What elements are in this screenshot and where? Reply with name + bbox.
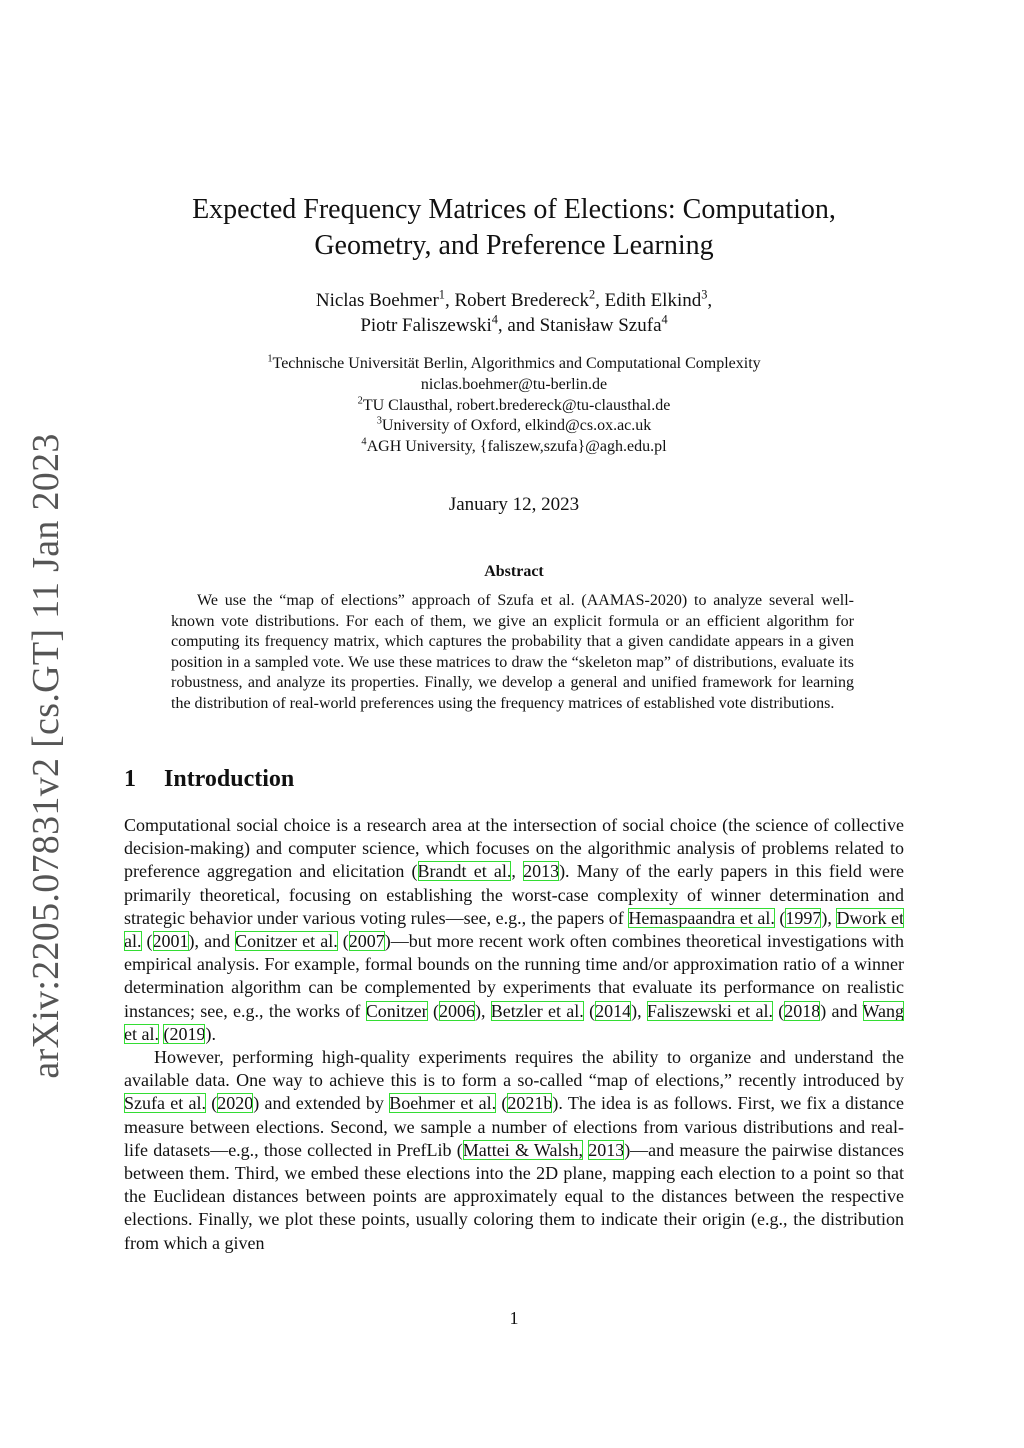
paper-title	[124, 192, 904, 264]
citation-link[interactable]: Hemaspaandra et al.	[628, 907, 775, 928]
affil-text: TU Clausthal, robert.bredereck@tu-clausthal.de	[362, 396, 671, 414]
affil-text: University of Oxford, elkind@cs.ox.ac.uk	[381, 417, 652, 435]
citation-link[interactable]: 2007	[348, 931, 385, 952]
abstract-heading: Abstract	[484, 563, 544, 580]
body-text: ,	[511, 861, 524, 882]
affiliation-4	[124, 437, 904, 458]
affil-mark: 3	[376, 416, 382, 428]
citation-link[interactable]: 2021b	[507, 1093, 553, 1114]
citation-link[interactable]: Boehmer et al.	[389, 1093, 497, 1114]
paragraph-1	[124, 814, 904, 1046]
section-number: 1	[124, 766, 136, 792]
body-text: ). The idea is as follows. First, we fix a distance measure between elections. Second, we sample a number of elections from various distributions and real-life datasets—e.g., those collected in PrefLib (	[124, 1093, 905, 1160]
section-heading-introduction	[124, 766, 294, 793]
citation-link[interactable]: Conitzer et al.	[235, 931, 338, 952]
abstract-text: We use the “map of elections” approach of Szufa et al. (AAMAS-2020) to analyze several well-known vote distributions. For each of them, we give an explicit formula or an efficient algorithm for computing its frequency matrix, which captures the probability that a given candidate appears in a given position in a sampled vote. We use these matrices to draw the “skeleton map” of distributions, evaluate its robustness, and analyze its properties. Finally, we develop a general and unified framework for learning the distribution of real-world preferences using the frequency matrices of established vote distributions.	[171, 592, 854, 712]
citation-link[interactable]: 2020	[217, 1093, 254, 1114]
citation-link[interactable]: 2018	[784, 1000, 821, 1021]
body-text: ). Many of the early papers in this field were primarily theoretical, focusing on establishing the worst-case complexity of winner determination and strategic behavior under various voting rules—see, e.g., the papers of	[124, 861, 905, 928]
body-text: Computational social choice is a research area at the intersection of social choice (the science of collective decision-making) and computer science, which focuses on the algorithmic analysis of problems related to preference aggregation and elicitation (	[124, 815, 904, 882]
title-line-2: Geometry, and Preference Learning	[314, 230, 714, 261]
author-list	[124, 288, 904, 338]
arxiv-identifier: arXiv:2205.07831v2 [cs.GT] 11 Jan 2023	[25, 433, 67, 1079]
body-text: (	[774, 907, 786, 928]
title-line-1: Expected Frequency Matrices of Elections: Computation,	[192, 194, 836, 225]
paragraph-2	[124, 1046, 904, 1255]
body-text: ), and	[188, 931, 236, 952]
citation-link[interactable]: Dwork et al.	[124, 907, 905, 952]
affiliation-2	[124, 396, 904, 417]
author-affil-mark: 1	[438, 287, 445, 302]
author-name: , and Stanisław Szufa	[497, 315, 662, 336]
body-text: ).	[205, 1023, 216, 1044]
author-name: , Robert Bredereck	[444, 290, 589, 311]
body-text: (	[583, 1000, 596, 1021]
body-text: )—and measure the pairwise distances between them. Third, we embed these elections into the 2D plane, mapping each election to a point so that the Euclidean distances between points are approximately equal to the distances between the respective elections. Finally, we plot these points, usually coloring them to indicate their origin (e.g., the distribution from which a given	[124, 1139, 905, 1253]
citation-link[interactable]: Wang et al.	[124, 1000, 905, 1044]
citation-link[interactable]: 2006	[438, 1000, 475, 1021]
body-text: (	[141, 931, 153, 952]
body-text: (	[427, 1000, 439, 1021]
introduction-body	[124, 814, 904, 1255]
affiliation-3	[124, 416, 904, 437]
citation-link[interactable]: Betzler et al.	[490, 1000, 584, 1021]
citation-link[interactable]: Mattei & Walsh,	[462, 1139, 583, 1160]
body-text: (	[496, 1093, 508, 1114]
body-text: ),	[631, 1000, 647, 1021]
affiliation-1	[124, 354, 904, 375]
author-affil-mark: 3	[701, 287, 708, 302]
author-name: Piotr Faliszewski	[360, 315, 492, 336]
citation-link[interactable]: 2013	[588, 1139, 625, 1160]
citation-link[interactable]: Brandt et al.	[417, 861, 512, 882]
affil-text: Technische Universität Berlin, Algorithmics and Computational Complexity	[272, 355, 761, 372]
page-number: 1	[509, 1308, 519, 1328]
author-affil-mark: 4	[661, 312, 668, 327]
affil-text: AGH University, {faliszew,szufa}@agh.edu.pl	[366, 438, 667, 456]
affil-mark: 1	[267, 353, 273, 365]
arxiv-sidebar	[24, 433, 68, 1079]
citation-link[interactable]: 2013	[523, 861, 560, 882]
author-name: Niclas Boehmer	[315, 290, 439, 311]
body-text: ) and extended by	[253, 1093, 390, 1114]
author-affil-mark: 2	[588, 287, 596, 302]
citation-link[interactable]: 2014	[595, 1000, 632, 1021]
citation-link[interactable]: Szufa et al.	[124, 1093, 206, 1114]
citation-link[interactable]: Faliszewski et al.	[646, 1000, 773, 1021]
author-affil-mark: 4	[491, 312, 498, 327]
author-name: , Edith Elkind	[595, 290, 702, 311]
author-separator: ,	[707, 290, 713, 311]
body-text: However, performing high-quality experiments requires the ability to organize and understand the available data. One way to achieve this is to form a so-called “map of elections,” recently introduced by	[124, 1047, 904, 1091]
body-text: ) and	[820, 1000, 863, 1021]
body-text: ),	[474, 1000, 491, 1021]
body-text: )—but more recent work often combines theoretical investigations with empirical analysis. For example, formal bounds on the running time and/or approximation ratio of a winner determination algorithm can be complemented by experiments that evaluate its performance on realistic instances; see, e.g., the works of	[124, 931, 904, 1021]
affil-mark: 4	[361, 436, 367, 448]
author-line-1	[124, 288, 904, 313]
body-text: ),	[821, 907, 837, 928]
citation-link[interactable]: 2001	[152, 931, 189, 952]
body-text: (	[205, 1093, 218, 1114]
body-text: (	[772, 1000, 785, 1021]
affil-mark: 2	[357, 395, 363, 407]
citation-link[interactable]: Conitzer	[365, 1000, 428, 1021]
section-title: Introduction	[164, 766, 295, 792]
body-text: (	[337, 931, 349, 952]
citation-link[interactable]: 1997	[785, 907, 822, 928]
citation-link[interactable]: (2019	[163, 1023, 206, 1044]
publication-date: January 12, 2023	[448, 494, 580, 515]
affiliation-email-1: niclas.boehmer@tu-berlin.de	[420, 375, 608, 393]
author-line-2	[124, 313, 904, 338]
affiliations	[124, 354, 904, 458]
